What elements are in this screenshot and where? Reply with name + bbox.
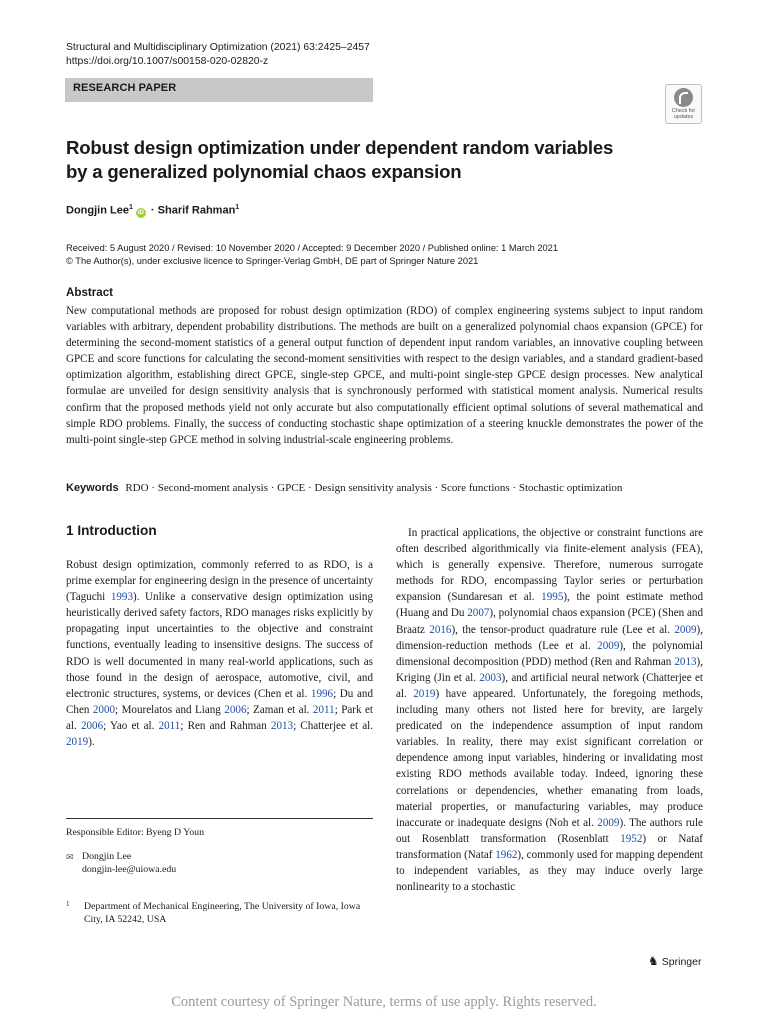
- body-text: ) have appeared. Unfortunately, the foregoing methods, including many others not listed here for brevity, are largely predicated on the independence assumption of input random variables. In reality, there may exist significant correlation or dependence among input variables, hindering or invalidating most existing RDO methods available today. Indeed, ignoring these correlations or dependencies, whether emanating from loads, material properties, or manufacturing variables, may produce inaccurate or inadequate designs (Noh et al.: [396, 687, 703, 829]
- body-text: ), Kriging (Jin et al.: [396, 655, 703, 684]
- body-text: ). The authors rule out Rosenblatt transformation (Rosenblatt: [396, 816, 703, 845]
- check-label-line1: Check for: [671, 108, 696, 114]
- affiliation-number: 1: [66, 900, 70, 908]
- intro-right-column: [396, 525, 703, 895]
- citation-link[interactable]: 2009: [597, 816, 620, 829]
- check-for-updates-disc: [674, 88, 693, 107]
- keywords-label: Keywords: [66, 482, 119, 494]
- body-text: ) or Nataf transformation (Nataf: [396, 832, 703, 861]
- citation-link[interactable]: 2019: [413, 687, 436, 700]
- article-type-label: RESEARCH PAPER: [73, 82, 177, 94]
- affiliation-text: Department of Mechanical Engineering, The University of Iowa, Iowa City, IA 52242, USA: [84, 901, 361, 925]
- orcid-icon[interactable]: iD: [137, 209, 144, 216]
- citation-link[interactable]: 1993: [110, 591, 133, 604]
- citation-link[interactable]: 1952: [620, 832, 643, 845]
- citation-link[interactable]: 2016: [429, 623, 452, 636]
- citation-link[interactable]: 2013: [674, 655, 697, 668]
- citation-link[interactable]: 2007: [467, 607, 490, 620]
- author-affiliation-marker: 1: [235, 204, 240, 211]
- springer-horse-icon: ♞: [648, 954, 659, 968]
- citation-link[interactable]: 1962: [495, 848, 518, 861]
- body-text: ), and artificial neural network (Chatterjee et al.: [396, 671, 703, 700]
- author-affiliation-marker: 1: [128, 204, 133, 211]
- courtesy-watermark: Content courtesy of Springer Nature, terms of use apply. Rights reserved.: [171, 994, 597, 1010]
- body-text: ; Du and Chen: [66, 687, 373, 716]
- article-type-banner: [65, 78, 373, 102]
- keywords-line: [66, 481, 706, 496]
- citation-link[interactable]: 1995: [541, 591, 564, 604]
- body-text: ; Mourelatos and Liang: [115, 703, 225, 716]
- body-text: ), the polynomial dimensional decomposition (PDD) method (Ren and Rahman: [396, 639, 703, 668]
- publisher-name: Springer: [661, 956, 702, 968]
- citation-link[interactable]: 2006: [80, 719, 104, 732]
- body-text: ), the point estimate method (Huang and Du: [396, 591, 703, 620]
- contact-name: Dongjin Lee: [82, 851, 132, 862]
- abstract-body: New computational methods are proposed for robust design optimization (RDO) of complex engineering systems subject to input random variables with arbitrary, dependent probability distributions. The methods are built on a generalized polynomial chaos expansion (GPCE) for determining the second-moment statistics of a general output function of dependent input random variables, an innovative coupling between GPCE and score functions for calculating the second-moment sensitivities with respect to the design variables, and a standard gradient-based optimization algorithm, establishing direct GPCE, single-step GPCE, and multi-point single-step GPCE design processes. New analytical formulae are unveiled for design sensitivity analysis that is synchronously performed with statistical moment analysis. Numerical results confirm that the proposed methods yield not only accurate but also computationally efficient optimal solutions of several mathematical and simple RDO problems. Finally, the success of conducting stochastic shape optimization of a steering knuckle demonstrates the power of the multi-point single-step GPCE method in solving industrial-scale engineering problems.: [66, 305, 703, 446]
- body-text: ; Zaman et al.: [246, 703, 313, 716]
- citation-link[interactable]: 2003: [479, 671, 502, 684]
- title-line-2: by a generalized polynomial chaos expansion: [66, 161, 462, 182]
- title-line-1: Robust design optimization under dependent random variables: [66, 137, 614, 158]
- check-label-line2: updates: [673, 114, 694, 120]
- body-text: ), the tensor-product quadrature rule (Lee et al.: [451, 623, 675, 636]
- body-text: In practical applications, the objective or constraint functions are often described algorithmically via finite-element analysis (FEA), which is generally expensive. Therefore, numerous surrogate methods for RDO, encompassing Taylor series or perturbation expansion (Sundaresan et al.: [396, 527, 703, 604]
- author-name[interactable]: Sharif Rahman: [157, 204, 236, 217]
- intro-left-column: [66, 557, 373, 750]
- body-text: Robust design optimization, commonly referred to as RDO, is a prime exemplar for engineering design in the presence of uncertainty (Taguchi: [66, 559, 373, 604]
- citation-link[interactable]: 1996: [310, 687, 334, 700]
- section-heading-introduction: 1 Introduction: [66, 523, 157, 538]
- citation-link[interactable]: 2019: [66, 736, 89, 749]
- citation-link[interactable]: 2000: [92, 703, 116, 716]
- abstract-heading: Abstract: [66, 286, 114, 299]
- body-text: ; Ren and Rahman: [180, 719, 271, 732]
- citation-link[interactable]: 2006: [224, 703, 247, 716]
- contact-email[interactable]: dongjin-lee@uiowa.edu: [82, 864, 177, 875]
- body-text: ; Park et al.: [66, 703, 373, 732]
- citation-link[interactable]: 2011: [158, 719, 181, 732]
- responsible-editor-note: Responsible Editor: Byeng D Youn: [66, 827, 204, 838]
- body-text: ).: [88, 736, 95, 749]
- body-text: ; Yao et al.: [103, 719, 159, 732]
- author-separator: ·: [150, 204, 155, 217]
- publication-dates: Received: 5 August 2020 / Revised: 10 November 2020 / Accepted: 9 December 2020 / Published online: 1 March 2021: [66, 243, 559, 253]
- body-text: ), dimension-reduction methods (Lee et al.: [396, 623, 703, 652]
- citation-link[interactable]: 2013: [270, 719, 294, 732]
- paper-title: [66, 136, 626, 184]
- citation-link[interactable]: 2009: [674, 623, 697, 636]
- journal-citation: Structural and Multidisciplinary Optimization (2021) 63:2425–2457: [66, 42, 370, 53]
- author-name[interactable]: Dongjin Lee: [66, 204, 129, 217]
- citation-link[interactable]: 2011: [312, 703, 335, 716]
- keywords-list: RDO · Second-moment analysis · GPCE · Design sensitivity analysis · Score functions · Stochastic optimization: [125, 482, 623, 494]
- body-text: ). Unlike a conservative design optimization using heuristically derived safety factors, RDO manages risks explicitly by propagating input uncertainties to the objective and constraint functions, eventually leading to insensitive designs. The success of RDO is well documented in many real-world applications, such as those found in the design of aerospace, automotive, civil, and electronic structures, systems, or devices (Chen et al.: [66, 591, 373, 700]
- envelope-icon: ✉: [66, 852, 74, 862]
- check-for-updates-icon[interactable]: [665, 84, 702, 124]
- footnote-divider: [66, 818, 373, 819]
- check-for-updates-label: [666, 108, 701, 120]
- citation-link[interactable]: 2009: [597, 639, 620, 652]
- body-text: ; Chatterjee et al.: [293, 719, 373, 732]
- publisher-logo: [648, 954, 701, 968]
- body-text: ), polynomial chaos expansion (PCE) (Shen and Braatz: [396, 607, 703, 636]
- body-text: ), commonly used for mapping dependent to independent variables, as they may induce overly large nonlinearity to a stochastic: [396, 848, 703, 894]
- copyright-notice: © The Author(s), under exclusive licence to Springer-Verlag GmbH, DE part of Springer Nature 2021: [66, 256, 479, 266]
- author-list: [66, 204, 239, 218]
- doi-link[interactable]: https://doi.org/10.1007/s00158-020-02820-z: [66, 56, 269, 67]
